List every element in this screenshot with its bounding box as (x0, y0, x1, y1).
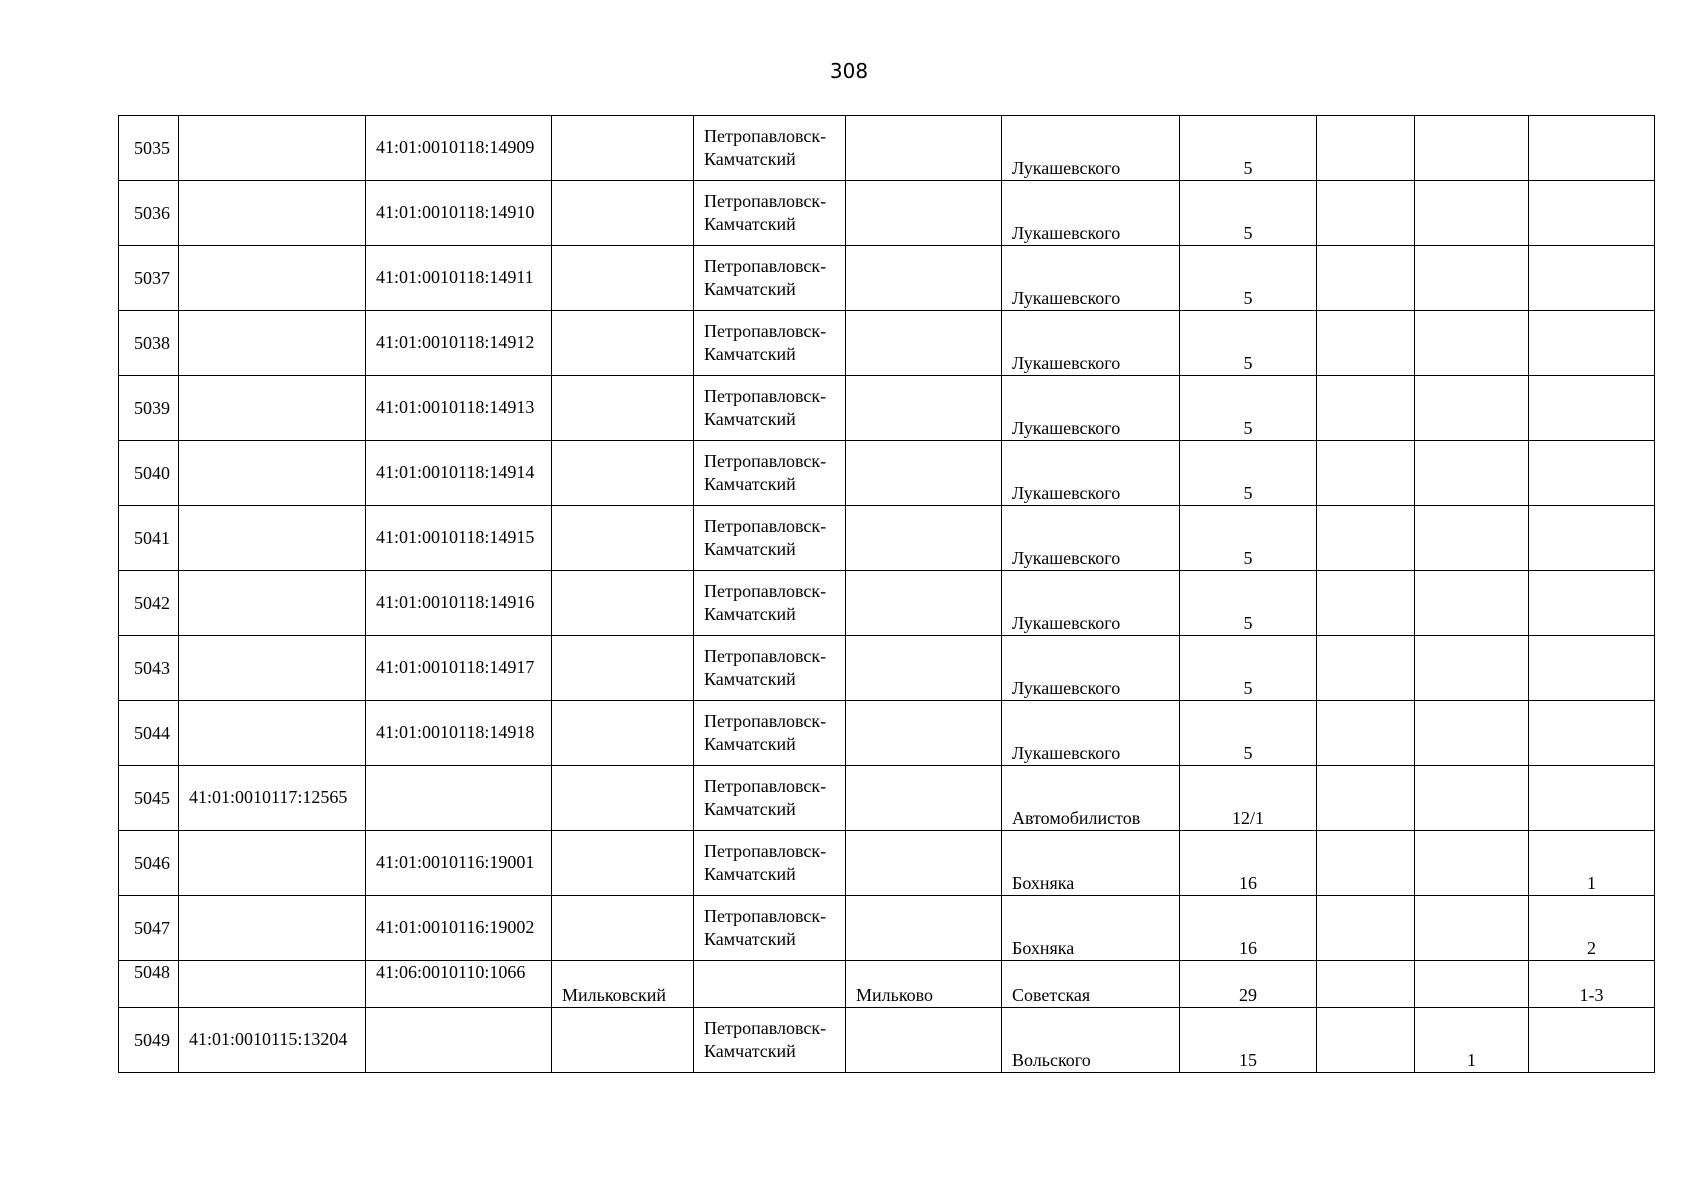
premises-cadastral-number-cell: 41:01:0010118:14917 (366, 636, 552, 701)
row-number-cell: 5045 (119, 766, 179, 831)
premises-cadastral-number-cell: 41:01:0010116:19002 (366, 896, 552, 961)
structure-number-cell (1415, 701, 1529, 766)
cadastral-number-cell: 41:01:0010117:12565 (179, 766, 366, 831)
premises-cadastral-number-cell: 41:01:0010118:14914 (366, 441, 552, 506)
district-cell (552, 1008, 694, 1073)
row-number-cell: 5042 (119, 571, 179, 636)
building-number-cell (1317, 701, 1415, 766)
cadastral-number-cell (179, 961, 366, 1008)
city-cell: Петропавловск-Камчатский (694, 896, 846, 961)
city-cell: Петропавловск-Камчатский (694, 831, 846, 896)
structure-number-cell (1415, 961, 1529, 1008)
table-row (119, 636, 1655, 701)
city-cell: Петропавловск-Камчатский (694, 636, 846, 701)
street-cell: Вольского (1002, 1008, 1180, 1073)
premises-cadastral-number-cell (366, 766, 552, 831)
premises-cadastral-number-cell: 41:01:0010118:14912 (366, 311, 552, 376)
street-cell: Лукашевского (1002, 246, 1180, 311)
flat-number-cell (1529, 701, 1655, 766)
district-cell (552, 376, 694, 441)
house-number-cell: 5 (1180, 636, 1317, 701)
premises-cadastral-number-cell: 41:01:0010118:14915 (366, 506, 552, 571)
row-number-cell: 5040 (119, 441, 179, 506)
flat-number-cell (1529, 571, 1655, 636)
cadastral-number-cell (179, 441, 366, 506)
city-cell: Петропавловск-Камчатский (694, 1008, 846, 1073)
district-cell (552, 831, 694, 896)
table-row (119, 116, 1655, 181)
premises-cadastral-number-cell (366, 1008, 552, 1073)
street-cell: Автомобилистов (1002, 766, 1180, 831)
settlement-cell (846, 441, 1002, 506)
city-cell: Петропавловск-Камчатский (694, 441, 846, 506)
row-number-cell: 5038 (119, 311, 179, 376)
premises-cadastral-number-cell: 41:01:0010116:19001 (366, 831, 552, 896)
house-number-cell: 5 (1180, 376, 1317, 441)
city-cell: Петропавловск-Камчатский (694, 116, 846, 181)
row-number-cell: 5036 (119, 181, 179, 246)
table-row (119, 311, 1655, 376)
row-number-cell: 5035 (119, 116, 179, 181)
city-cell: Петропавловск-Камчатский (694, 376, 846, 441)
district-cell: Мильковский (552, 961, 694, 1008)
flat-number-cell (1529, 376, 1655, 441)
city-cell: Петропавловск-Камчатский (694, 506, 846, 571)
table-row (119, 181, 1655, 246)
structure-number-cell (1415, 766, 1529, 831)
table-row (119, 246, 1655, 311)
flat-number-cell (1529, 506, 1655, 571)
settlement-cell (846, 831, 1002, 896)
premises-cadastral-number-cell: 41:01:0010118:14910 (366, 181, 552, 246)
structure-number-cell (1415, 896, 1529, 961)
premises-cadastral-number-cell: 41:01:0010118:14918 (366, 701, 552, 766)
street-cell: Лукашевского (1002, 571, 1180, 636)
flat-number-cell (1529, 441, 1655, 506)
street-cell: Советская (1002, 961, 1180, 1008)
cadastral-number-cell (179, 116, 366, 181)
building-number-cell (1317, 246, 1415, 311)
settlement-cell (846, 896, 1002, 961)
flat-number-cell (1529, 636, 1655, 701)
settlement-cell (846, 636, 1002, 701)
table-row (119, 376, 1655, 441)
building-number-cell (1317, 181, 1415, 246)
flat-number-cell: 2 (1529, 896, 1655, 961)
building-number-cell (1317, 831, 1415, 896)
settlement-cell: Мильково (846, 961, 1002, 1008)
flat-number-cell: 1 (1529, 831, 1655, 896)
row-number-cell: 5041 (119, 506, 179, 571)
settlement-cell (846, 181, 1002, 246)
street-cell: Лукашевского (1002, 506, 1180, 571)
table-row (119, 961, 1655, 1008)
building-number-cell (1317, 766, 1415, 831)
house-number-cell: 5 (1180, 311, 1317, 376)
street-cell: Лукашевского (1002, 181, 1180, 246)
table-row (119, 766, 1655, 831)
street-cell: Лукашевского (1002, 701, 1180, 766)
building-number-cell (1317, 896, 1415, 961)
table-row (119, 701, 1655, 766)
city-cell: Петропавловск-Камчатский (694, 246, 846, 311)
settlement-cell (846, 766, 1002, 831)
house-number-cell: 15 (1180, 1008, 1317, 1073)
flat-number-cell (1529, 246, 1655, 311)
building-number-cell (1317, 441, 1415, 506)
house-number-cell: 5 (1180, 506, 1317, 571)
structure-number-cell: 1 (1415, 1008, 1529, 1073)
street-cell: Бохняка (1002, 831, 1180, 896)
district-cell (552, 506, 694, 571)
settlement-cell (846, 701, 1002, 766)
flat-number-cell: 1-3 (1529, 961, 1655, 1008)
house-number-cell: 5 (1180, 701, 1317, 766)
cadastral-number-cell (179, 571, 366, 636)
table-row (119, 896, 1655, 961)
row-number-cell: 5043 (119, 636, 179, 701)
cadastral-number-cell (179, 181, 366, 246)
building-number-cell (1317, 571, 1415, 636)
district-cell (552, 441, 694, 506)
street-cell: Лукашевского (1002, 636, 1180, 701)
district-cell (552, 181, 694, 246)
house-number-cell: 5 (1180, 116, 1317, 181)
structure-number-cell (1415, 311, 1529, 376)
settlement-cell (846, 1008, 1002, 1073)
table-row (119, 506, 1655, 571)
house-number-cell: 12/1 (1180, 766, 1317, 831)
city-cell: Петропавловск-Камчатский (694, 766, 846, 831)
flat-number-cell (1529, 311, 1655, 376)
building-number-cell (1317, 311, 1415, 376)
premises-cadastral-number-cell: 41:06:0010110:1066 (366, 961, 552, 1008)
premises-cadastral-number-cell: 41:01:0010118:14916 (366, 571, 552, 636)
row-number-cell: 5047 (119, 896, 179, 961)
district-cell (552, 636, 694, 701)
city-cell: Петропавловск-Камчатский (694, 701, 846, 766)
row-number-cell: 5046 (119, 831, 179, 896)
registry-table (118, 115, 1655, 1073)
settlement-cell (846, 571, 1002, 636)
settlement-cell (846, 116, 1002, 181)
building-number-cell (1317, 506, 1415, 571)
cadastral-number-cell (179, 506, 366, 571)
street-cell: Лукашевского (1002, 376, 1180, 441)
district-cell (552, 701, 694, 766)
table-row (119, 1008, 1655, 1073)
street-cell: Бохняка (1002, 896, 1180, 961)
house-number-cell: 5 (1180, 246, 1317, 311)
row-number-cell: 5049 (119, 1008, 179, 1073)
house-number-cell: 5 (1180, 441, 1317, 506)
city-cell: Петропавловск-Камчатский (694, 311, 846, 376)
row-number-cell: 5044 (119, 701, 179, 766)
structure-number-cell (1415, 831, 1529, 896)
structure-number-cell (1415, 376, 1529, 441)
city-cell: Петропавловск-Камчатский (694, 181, 846, 246)
street-cell: Лукашевского (1002, 441, 1180, 506)
district-cell (552, 246, 694, 311)
building-number-cell (1317, 376, 1415, 441)
cadastral-number-cell (179, 246, 366, 311)
building-number-cell (1317, 1008, 1415, 1073)
house-number-cell: 16 (1180, 896, 1317, 961)
district-cell (552, 766, 694, 831)
structure-number-cell (1415, 181, 1529, 246)
structure-number-cell (1415, 571, 1529, 636)
structure-number-cell (1415, 441, 1529, 506)
cadastral-number-cell: 41:01:0010115:13204 (179, 1008, 366, 1073)
cadastral-number-cell (179, 636, 366, 701)
cadastral-number-cell (179, 896, 366, 961)
flat-number-cell (1529, 766, 1655, 831)
structure-number-cell (1415, 246, 1529, 311)
settlement-cell (846, 506, 1002, 571)
premises-cadastral-number-cell: 41:01:0010118:14911 (366, 246, 552, 311)
table-row (119, 571, 1655, 636)
table-row (119, 831, 1655, 896)
row-number-cell: 5048 (119, 961, 179, 1008)
flat-number-cell (1529, 116, 1655, 181)
flat-number-cell (1529, 1008, 1655, 1073)
street-cell: Лукашевского (1002, 311, 1180, 376)
settlement-cell (846, 246, 1002, 311)
premises-cadastral-number-cell: 41:01:0010118:14909 (366, 116, 552, 181)
house-number-cell: 16 (1180, 831, 1317, 896)
building-number-cell (1317, 961, 1415, 1008)
structure-number-cell (1415, 506, 1529, 571)
cadastral-number-cell (179, 831, 366, 896)
page-number: 308 (829, 59, 869, 83)
street-cell: Лукашевского (1002, 116, 1180, 181)
city-cell (694, 961, 846, 1008)
district-cell (552, 116, 694, 181)
house-number-cell: 5 (1180, 181, 1317, 246)
cadastral-number-cell (179, 311, 366, 376)
district-cell (552, 311, 694, 376)
district-cell (552, 571, 694, 636)
cadastral-number-cell (179, 701, 366, 766)
cadastral-number-cell (179, 376, 366, 441)
row-number-cell: 5037 (119, 246, 179, 311)
building-number-cell (1317, 116, 1415, 181)
flat-number-cell (1529, 181, 1655, 246)
house-number-cell: 29 (1180, 961, 1317, 1008)
row-number-cell: 5039 (119, 376, 179, 441)
house-number-cell: 5 (1180, 571, 1317, 636)
city-cell: Петропавловск-Камчатский (694, 571, 846, 636)
structure-number-cell (1415, 116, 1529, 181)
building-number-cell (1317, 636, 1415, 701)
district-cell (552, 896, 694, 961)
settlement-cell (846, 311, 1002, 376)
structure-number-cell (1415, 636, 1529, 701)
settlement-cell (846, 376, 1002, 441)
table-row (119, 441, 1655, 506)
premises-cadastral-number-cell: 41:01:0010118:14913 (366, 376, 552, 441)
